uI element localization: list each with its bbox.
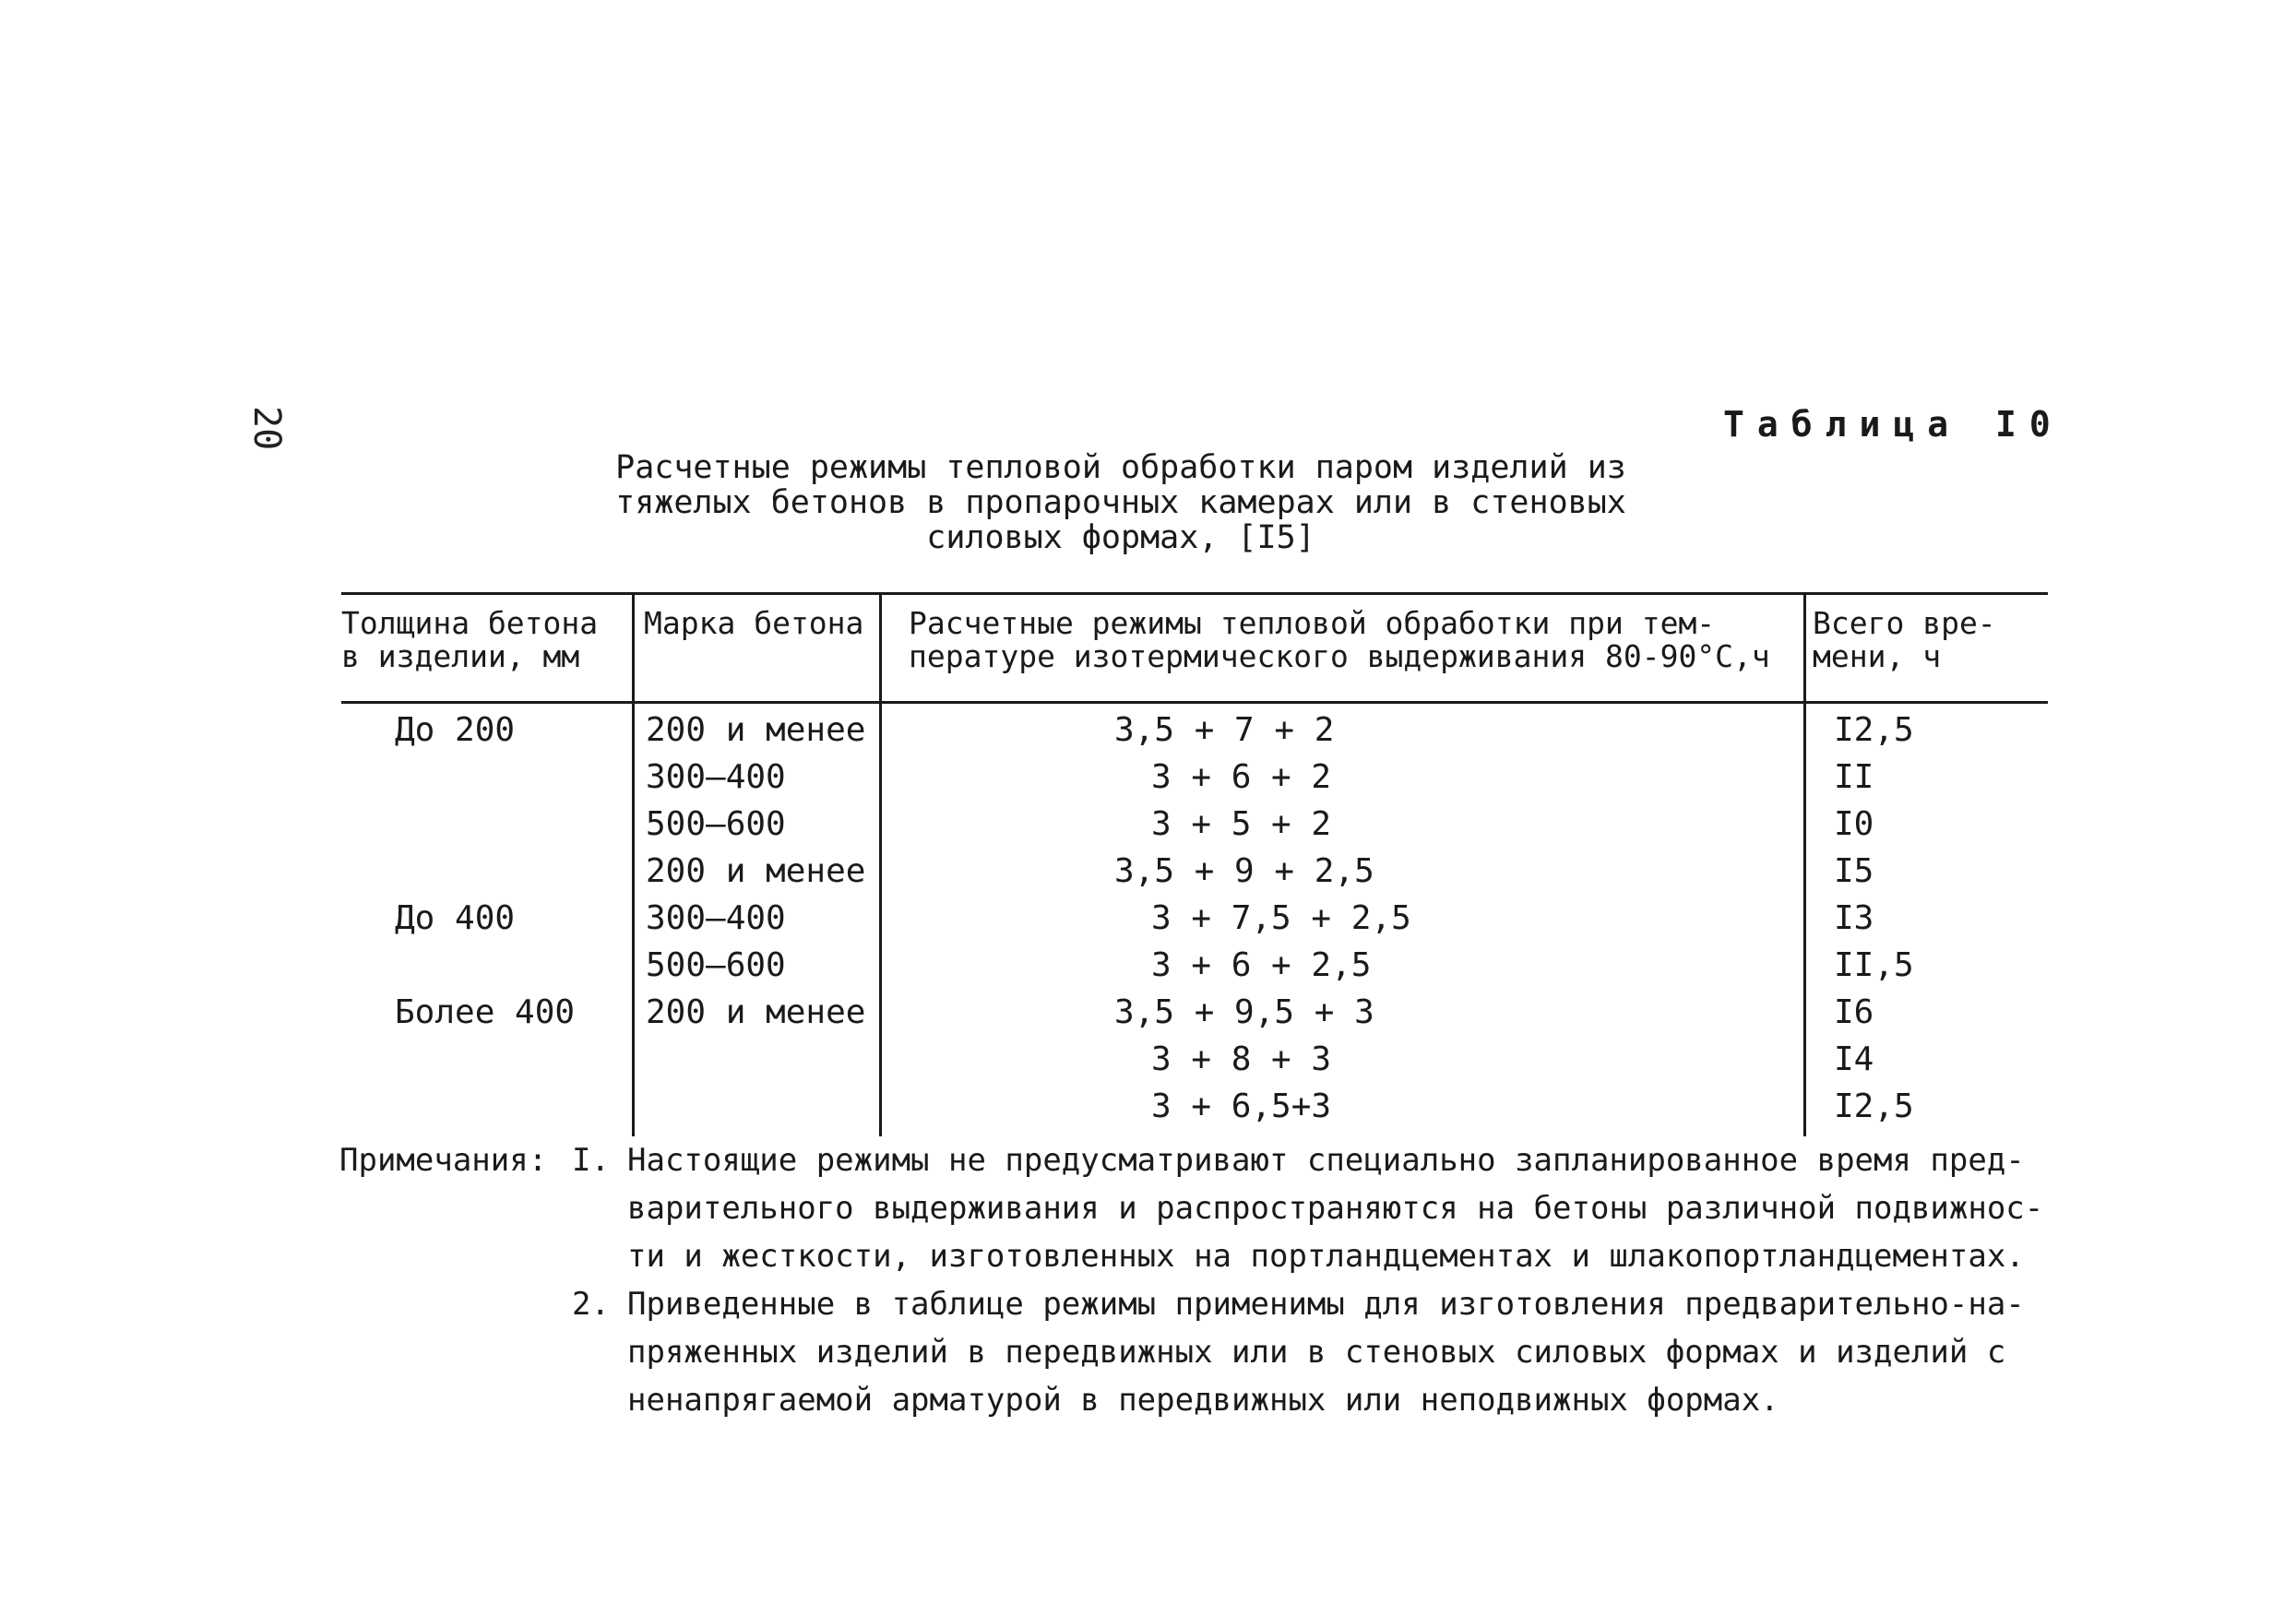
total-cell: I3 [1834, 899, 1874, 937]
mode-cell: 3 + 8 + 3 [1151, 1040, 1332, 1078]
table-title [590, 450, 1651, 555]
mode-cell: 3 + 6 + 2,5 [1151, 946, 1372, 984]
title-line-2: тяжелых бетонов в пропарочных камерах или в стеновых [615, 484, 1626, 521]
mode-cell: 3,5 + 9,5 + 3 [1114, 993, 1374, 1031]
header-thickness: Толщина бетона в изделии, мм [341, 605, 599, 674]
grade-cell: 300–400 [646, 758, 786, 796]
mode-cell: 3,5 + 7 + 2 [1114, 711, 1335, 749]
note-2: Приведенные в таблице режимы применимы для изготовления предварительно-на- пряженных изделий в передвижных или в стеновых силовых формах и изделий с ненапрягаемой арматурой в передвижных или неподвижных формах. [627, 1286, 2025, 1419]
grade-cell: 200 и менее [646, 852, 866, 890]
mode-cell: 3 + 6 + 2 [1151, 758, 1332, 796]
mode-cell: 3,5 + 9 + 2,5 [1114, 852, 1374, 890]
total-cell: II,5 [1834, 946, 1914, 984]
thickness-cell: Более 400 [395, 993, 576, 1031]
header-grade: Марка бетона [644, 605, 864, 641]
title-line-1: Расчетные режимы тепловой обработки паром изделий из [615, 449, 1626, 486]
total-cell: I0 [1834, 805, 1874, 843]
total-cell: II [1834, 758, 1874, 796]
header-modes: Расчетные режимы тепловой обработки при тем- пературе изотермического выдерживания 80-90°С,ч [909, 605, 1770, 674]
note-2-number: 2. [572, 1286, 610, 1323]
note-1-number: I. [572, 1142, 610, 1179]
table-label: Таблица I0 [1723, 404, 2064, 445]
grade-cell: 500–600 [646, 946, 786, 984]
table-top-rule [341, 592, 2048, 595]
mode-cell: 3 + 6,5+3 [1151, 1087, 1332, 1125]
total-cell: I2,5 [1834, 711, 1914, 749]
col-divider-1 [632, 592, 635, 1136]
header-total: Всего вре- мени, ч [1813, 605, 1996, 674]
col-divider-3 [1803, 592, 1806, 1136]
grade-cell: 200 и менее [646, 993, 866, 1031]
grade-cell: 500–600 [646, 805, 786, 843]
page-number: 20 [245, 406, 288, 451]
total-cell: I4 [1834, 1040, 1874, 1078]
col-divider-2 [879, 592, 882, 1136]
grade-cell: 300–400 [646, 899, 786, 937]
header-bottom-rule [341, 701, 2048, 704]
grade-cell: 200 и менее [646, 711, 866, 749]
total-cell: I5 [1834, 852, 1874, 890]
note-1: Настоящие режимы не предусматривают специально запланированное время пред- варительного выдерживания и распространяются на бетоны различной подвижнос- ти и жесткости, изготовленных на портландцементах и шлакопортландцементах. [627, 1142, 2044, 1275]
total-cell: I2,5 [1834, 1087, 1914, 1125]
notes-prefix: Примечания: [339, 1142, 548, 1179]
thickness-cell: До 400 [395, 899, 516, 937]
mode-cell: 3 + 7,5 + 2,5 [1151, 899, 1411, 937]
thickness-cell: До 200 [395, 711, 516, 749]
total-cell: I6 [1834, 993, 1874, 1031]
title-line-3: силовых формах, [I5] [926, 519, 1315, 556]
mode-cell: 3 + 5 + 2 [1151, 805, 1332, 843]
